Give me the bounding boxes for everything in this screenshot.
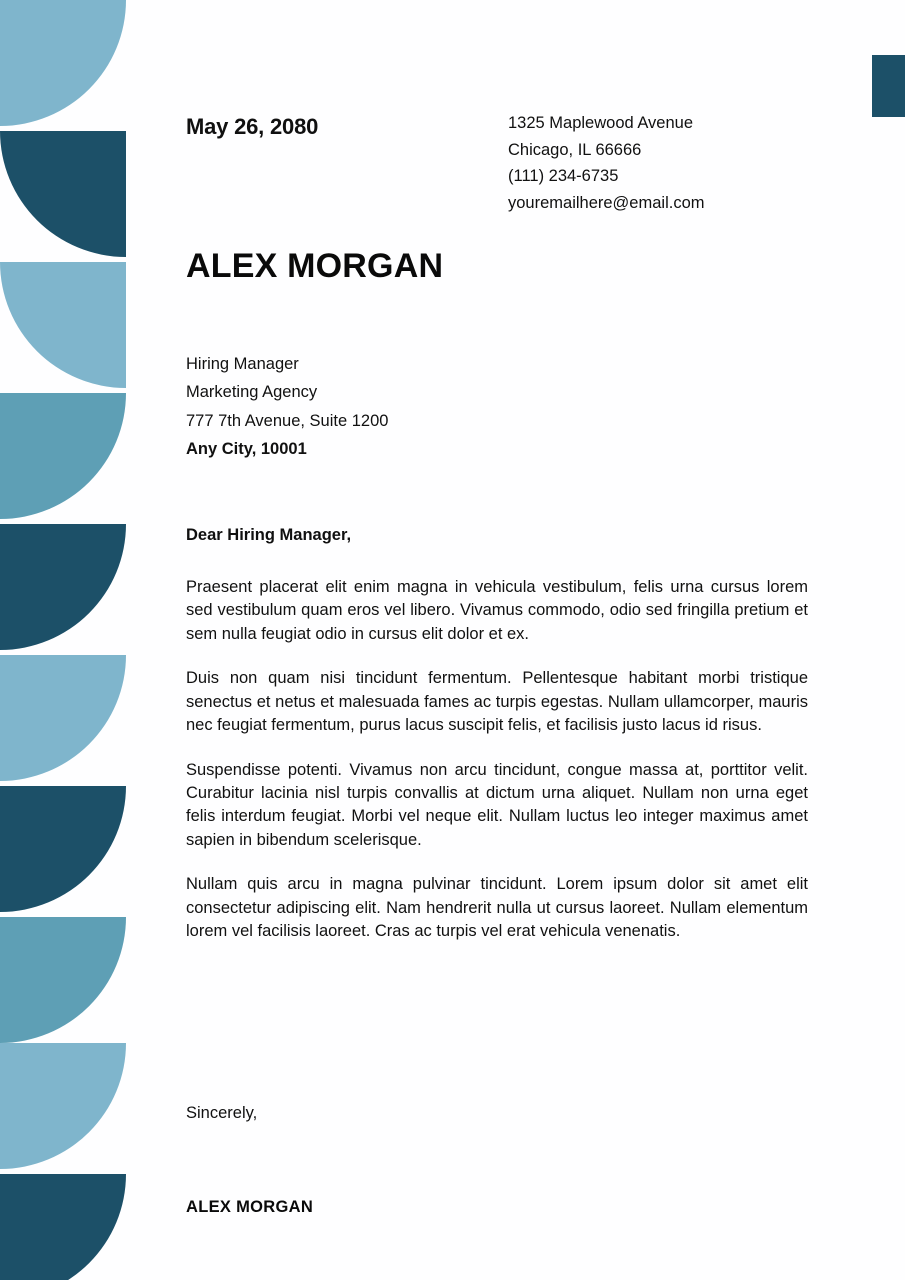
deco-band-1 [0, 0, 126, 126]
deco-band-4 [0, 393, 126, 519]
deco-band-10 [0, 1174, 126, 1280]
sender-address-line2: Chicago, IL 66666 [508, 140, 642, 159]
recipient-address-block [186, 350, 388, 464]
letter-body [186, 576, 808, 964]
applicant-name-heading: ALEX MORGAN [186, 247, 444, 285]
body-paragraph: Nullam quis arcu in magna pulvinar tincidunt. Lorem ipsum dolor sit amet elit consectetur adipiscing elit. Nam hendrerit nulla ut cursus laoreet. Nullam elementum lorem vel facilisis laoreet. Cras ac turpis vel erat vehicula venenatis. [186, 875, 808, 941]
deco-band-6 [0, 655, 126, 781]
closing-line: Sincerely, [186, 1104, 258, 1122]
body-paragraph: Duis non quam nisi tincidunt fermentum. Pellentesque habitant morbi tristique senectus et netus et malesuada fames ac turpis egestas. Nullam ullamcorper, mauris nec feugiat fermentum, purus lacus suscipit felis, et facilisis justo lacus id risus. [186, 669, 808, 735]
sender-email: youremailhere@email.com [508, 194, 705, 213]
salutation-line: Dear Hiring Manager, [186, 526, 352, 544]
recipient-title: Hiring Manager [186, 355, 299, 373]
sender-phone: (111) 234-6735 [508, 167, 619, 186]
body-paragraph: Suspendisse potenti. Vivamus non arcu tincidunt, congue massa at, porttitor velit. Curabitur lacinia nisl turpis convallis at dictum urna aliquet. Nullam non urna eget felis interdum feugiat. Morbi vel neque elit. Nullam luctus leo integer maximus amet sapien in bibendum scelerisque. [186, 760, 808, 849]
deco-band-8 [0, 917, 126, 1043]
sender-address-block [508, 110, 808, 217]
deco-band-7 [0, 786, 126, 912]
deco-band-3 [0, 262, 126, 388]
recipient-street: 777 7th Avenue, Suite 1200 [186, 411, 389, 430]
letter-content [186, 0, 808, 1280]
deco-band-9 [0, 1043, 126, 1169]
recipient-city-zip: Any City, 10001 [186, 440, 307, 459]
corner-accent-block [872, 55, 905, 117]
decorative-sidebar [0, 0, 126, 1280]
letter-date: May 26, 2080 [186, 114, 319, 139]
letter-header [186, 110, 808, 217]
half-circle-pattern-svg [0, 0, 126, 1280]
corner-accent-svg [872, 55, 905, 117]
body-paragraph: Praesent placerat elit enim magna in vehicula vestibulum, felis urna cursus lorem sed vestibulum quam eros vel libero. Vivamus commodo, odio sed fringilla pretium et sem nulla feugiat odio in cursus elit dolor et ex. [186, 578, 808, 643]
deco-band-2 [0, 131, 126, 257]
deco-band-5 [0, 524, 126, 650]
signature-name: ALEX MORGAN [186, 1198, 314, 1216]
sender-address-line1: 1325 Maplewood Avenue [508, 114, 694, 132]
recipient-company: Marketing Agency [186, 383, 318, 402]
